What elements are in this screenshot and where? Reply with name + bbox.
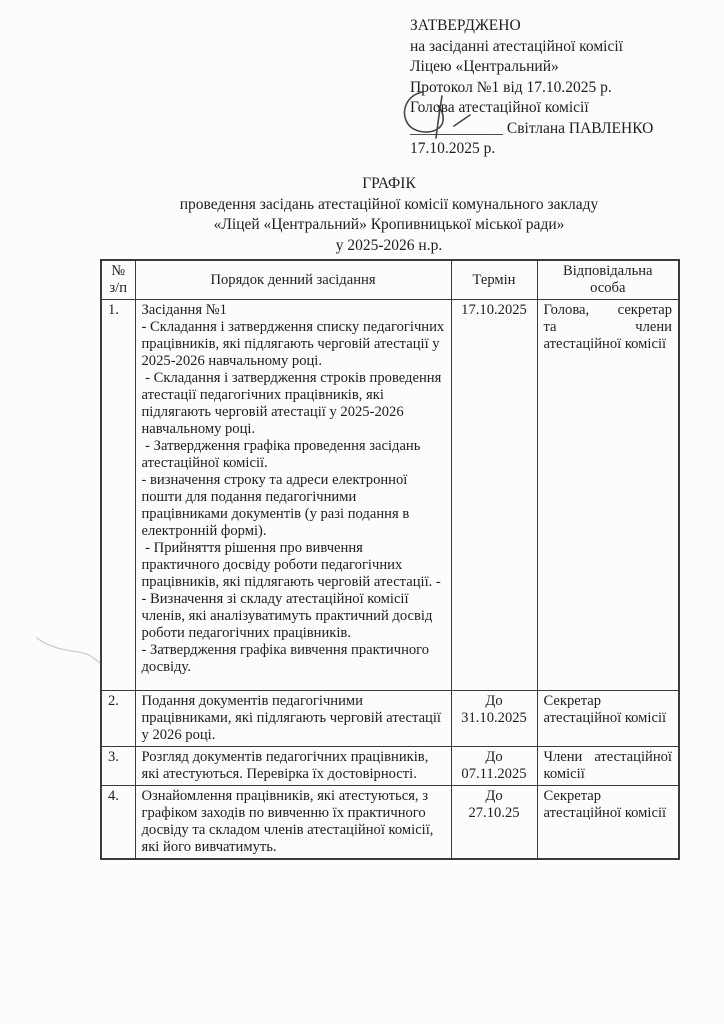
cell-term xyxy=(451,747,537,786)
title-line: у 2025-2026 н.р. xyxy=(335,236,443,254)
responsible-line: Секретар xyxy=(543,693,602,709)
header-cell-agenda: Порядок денний засідання xyxy=(135,260,451,300)
agenda-item: - Визначення зі складу атестаційної комісії членів, які аналізуватимуть практичний досвід роботи педагогічних працівників. xyxy=(141,591,437,641)
cell-responsible xyxy=(537,786,679,860)
cell-num: 3. xyxy=(101,747,135,786)
agenda-item: Засідання №1 xyxy=(141,302,227,318)
cell-num: 4. xyxy=(101,786,135,860)
term-line: До xyxy=(485,788,503,804)
term-line: До xyxy=(485,749,503,765)
responsible-line: Голова, секретар xyxy=(543,302,672,318)
cell-term xyxy=(451,786,537,860)
responsible-line: Секретар xyxy=(543,788,602,804)
title-line: проведення засідань атестаційної комісії комунального закладу xyxy=(179,195,599,213)
cell-agenda xyxy=(135,747,451,786)
responsible-line: атестаційної комісії xyxy=(543,710,667,726)
agenda-item: - Складання і затвердження строків проведення атестації педагогічних працівників, які підлягають черговій атестації у 2025-2026 навчальному році. xyxy=(141,370,445,437)
cell-agenda xyxy=(135,786,451,860)
table-row xyxy=(101,786,679,860)
cell-num: 1. xyxy=(101,300,135,691)
approval-line: ЗАТВЕРДЖЕНО xyxy=(410,17,521,34)
document-title xyxy=(101,174,677,256)
cell-responsible xyxy=(537,691,679,747)
term-line: 07.11.2025 xyxy=(461,766,527,782)
table-row xyxy=(101,747,679,786)
term-line: До xyxy=(485,693,503,709)
responsible-line: та члени xyxy=(543,319,672,335)
agenda-item: - Затвердження графіка вивчення практичного досвіду. xyxy=(141,642,433,675)
term-line: 27.10.25 xyxy=(468,805,520,821)
approval-line: на засіданні атестаційної комісії xyxy=(410,37,623,55)
approval-line: Протокол №1 від 17.10.2025 р. xyxy=(410,78,612,96)
approval-date: 17.10.2025 р. xyxy=(410,140,496,157)
term-line: 17.10.2025 xyxy=(461,302,527,318)
table-row xyxy=(101,691,679,747)
responsible-line: комісії xyxy=(543,766,585,782)
cell-responsible xyxy=(537,747,679,786)
cell-agenda xyxy=(135,691,451,747)
cell-responsible xyxy=(537,300,679,691)
header-cell-num: № з/п xyxy=(101,260,135,300)
agenda-item: Подання документів педагогічними працівниками, які підлягають черговій атестації у 2026 році. xyxy=(141,693,445,743)
responsible-line: атестаційної комісії xyxy=(543,805,667,821)
approval-block xyxy=(410,16,720,160)
responsible-line: Члени атестаційної xyxy=(543,749,672,765)
agenda-item: - визначення строку та адреси електронної пошти для подання педагогічними працівниками документів (у разі подання в електронній формі). xyxy=(141,472,413,539)
cell-term xyxy=(451,691,537,747)
signer-name: Світлана ПАВЛЕНКО xyxy=(503,119,654,137)
agenda-item: Ознайомлення працівників, які атестуються, з графіком заходів по вивченню їх практичного досвіду та складом членів атестаційної комісії, які його вивчатимуть. xyxy=(141,788,438,855)
agenda-item: - Затвердження графіка проведення засідань атестаційної комісії. xyxy=(141,438,425,471)
agenda-item: - Складання і затвердження списку педагогічних працівників, які підлягають черговій атестації у 2025-2026 навчальному році. xyxy=(141,319,448,369)
term-line: 31.10.2025 xyxy=(461,710,527,726)
agenda-item: - Прийняття рішення про вивчення практичного досвіду роботи педагогічних працівників, які підлягають черговій атестації. - xyxy=(141,540,441,590)
approval-line: Ліцею «Центральний» xyxy=(410,58,559,75)
cell-num: 2. xyxy=(101,691,135,747)
header-cell-term: Термін xyxy=(451,260,537,300)
cell-agenda xyxy=(135,300,451,691)
responsible-line: атестаційної комісії xyxy=(543,336,667,352)
table-header-row xyxy=(101,260,679,300)
table-row xyxy=(101,300,679,691)
schedule-table xyxy=(100,259,680,860)
cell-term xyxy=(451,300,537,691)
approval-line: Голова атестаційної комісії xyxy=(410,99,589,116)
agenda-item: Розгляд документів педагогічних працівників, які атестуються. Перевірка їх достовірності. xyxy=(141,749,432,782)
signature-row xyxy=(410,119,720,140)
header-cell-responsible: Відповідальна особа xyxy=(537,260,679,300)
title-line: ГРАФІК xyxy=(362,175,416,192)
title-line: «Ліцей «Центральний» Кропивницької міської ради» xyxy=(213,216,565,233)
pencil-mark xyxy=(34,633,109,668)
signature-blank: ____________ xyxy=(410,119,503,137)
